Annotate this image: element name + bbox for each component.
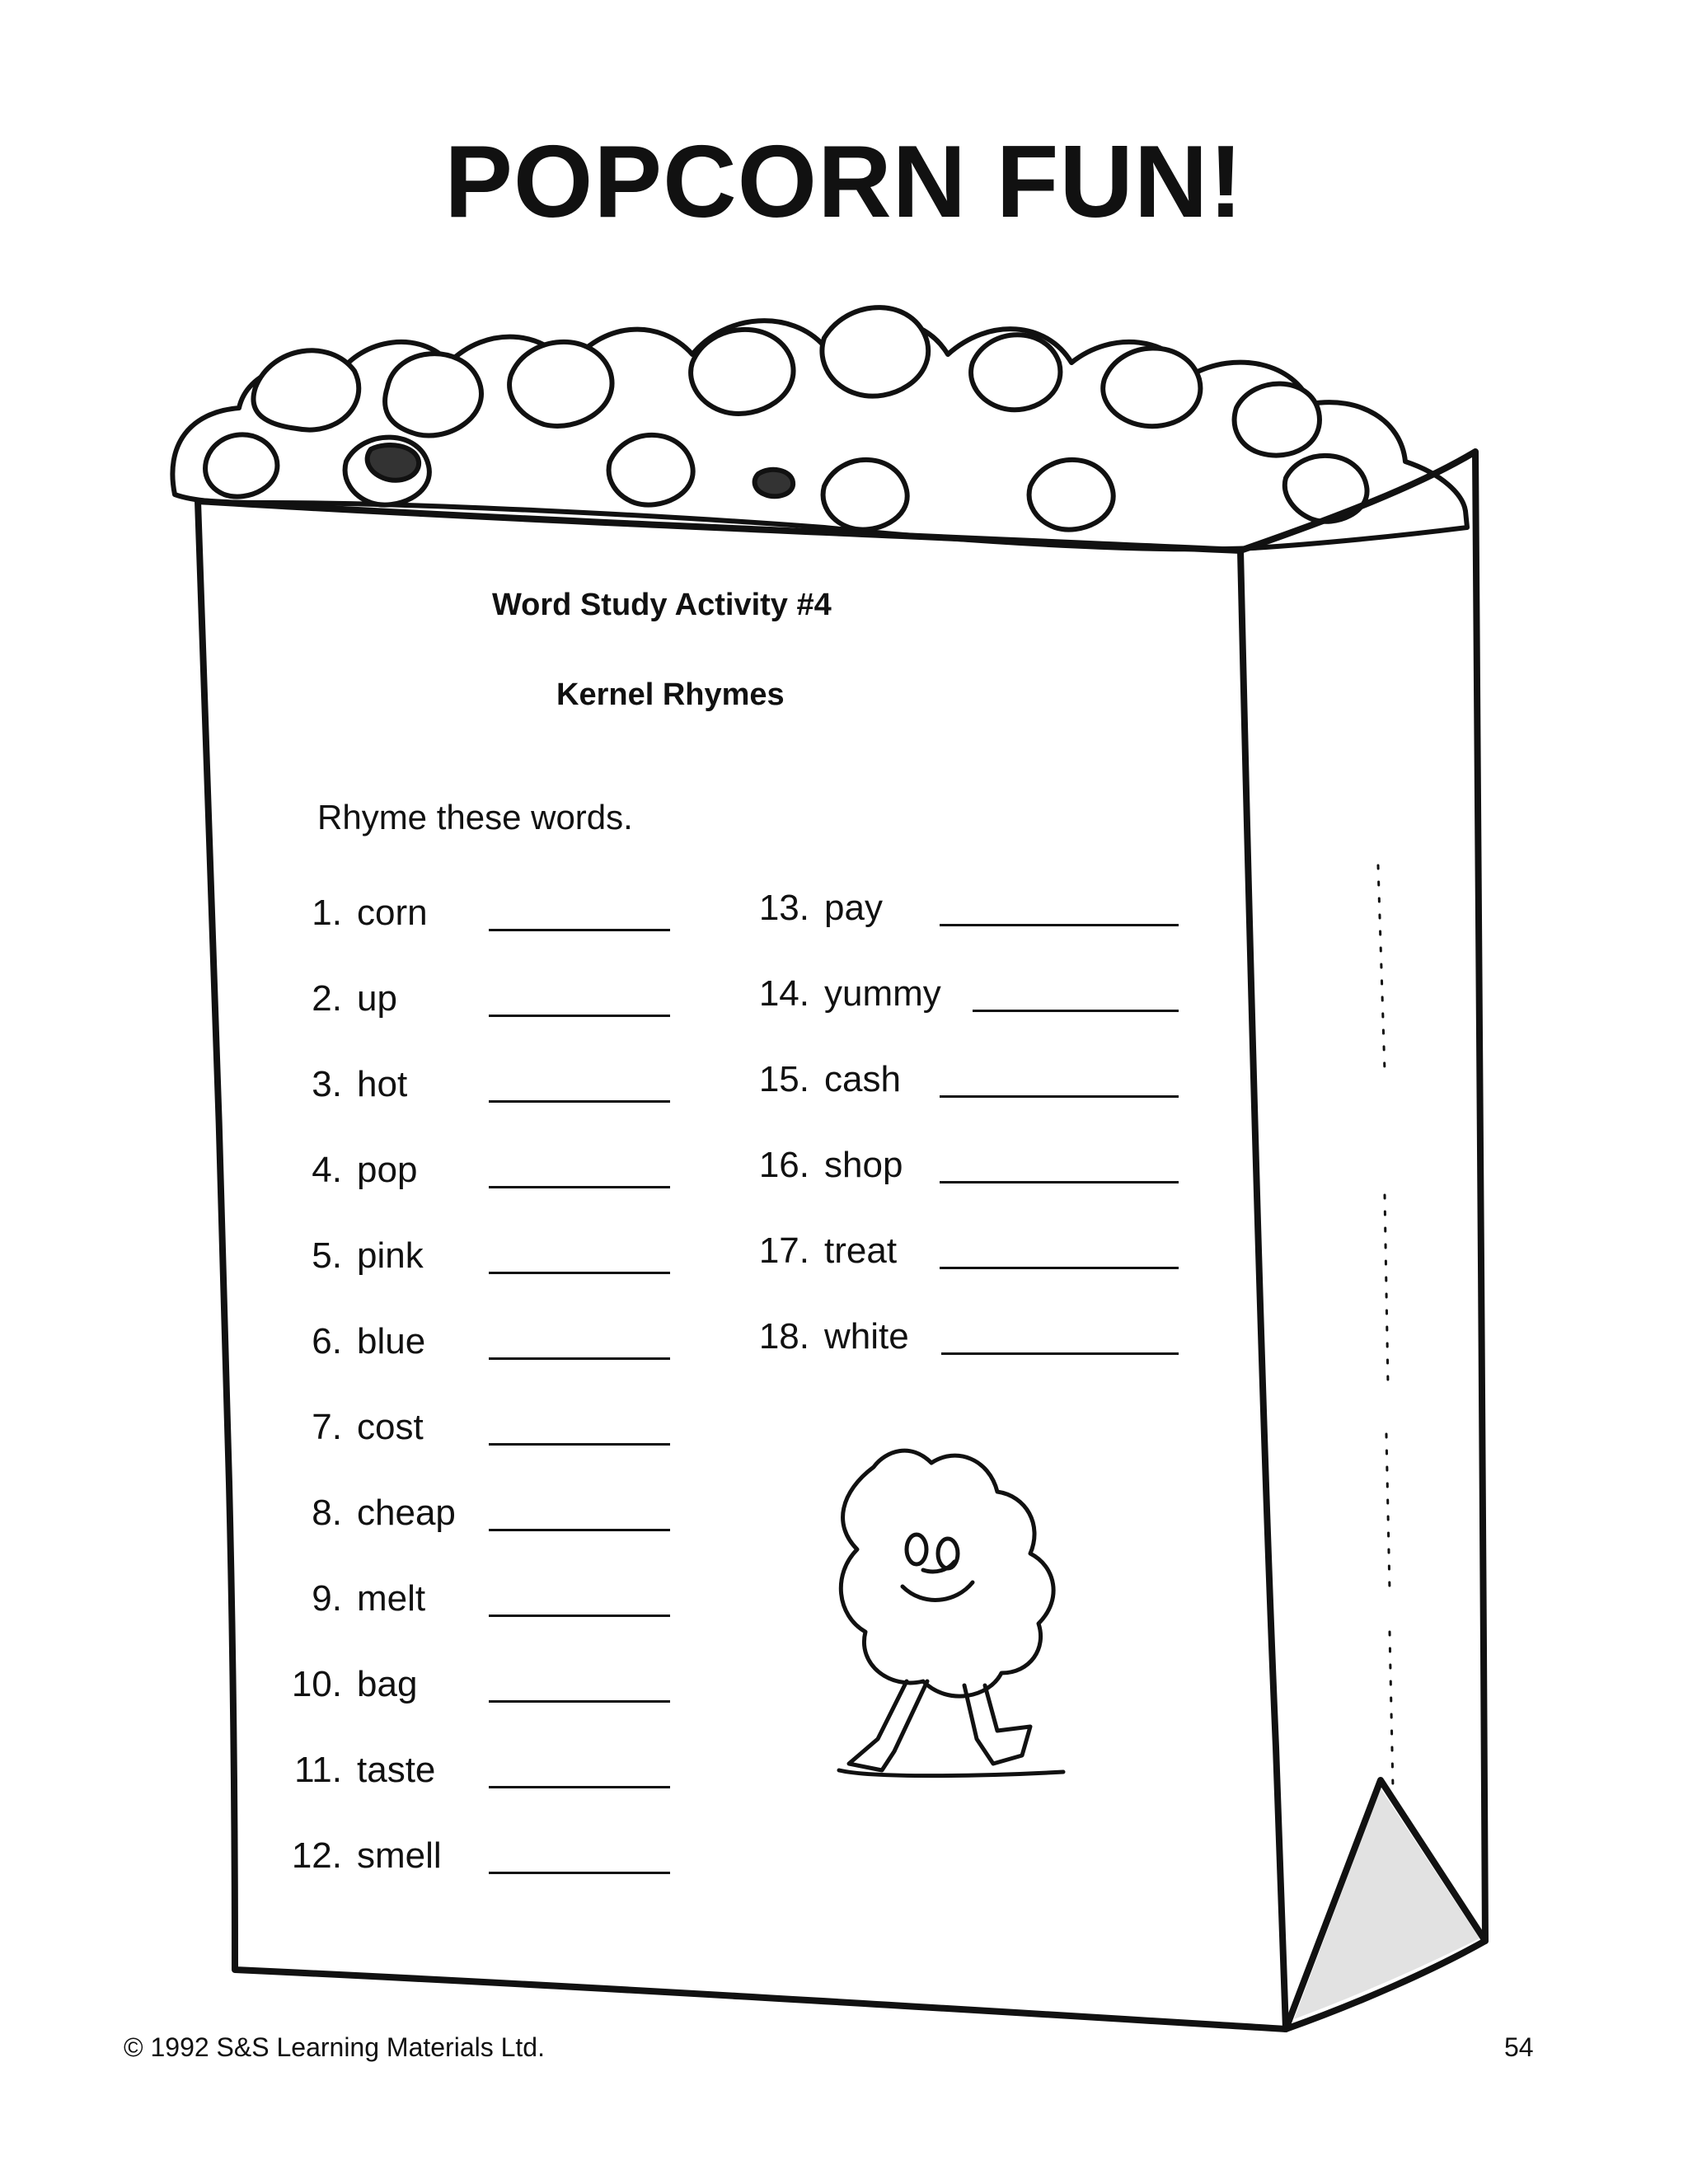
item-number: 8. xyxy=(312,1493,342,1533)
answer-field[interactable] xyxy=(489,929,670,931)
instructions: Rhyme these words. xyxy=(317,798,633,837)
page-title: POPCORN FUN! xyxy=(444,125,1244,239)
item-number: 2. xyxy=(312,978,342,1019)
item-word: shop xyxy=(824,1145,903,1185)
answer-field[interactable] xyxy=(489,1357,670,1360)
activity-subtitle: Kernel Rhymes xyxy=(556,677,785,712)
answer-field[interactable] xyxy=(941,1352,1179,1355)
answer-field[interactable] xyxy=(489,1186,670,1188)
item-word: hot xyxy=(357,1064,408,1104)
answer-field[interactable] xyxy=(940,924,1179,926)
item-word: cash xyxy=(824,1059,901,1099)
item-number: 11. xyxy=(294,1750,342,1790)
item-word: taste xyxy=(357,1750,436,1790)
answer-field[interactable] xyxy=(973,1010,1179,1012)
answer-field[interactable] xyxy=(489,1443,670,1446)
item-word: blue xyxy=(357,1321,426,1361)
item-word: pay xyxy=(824,888,883,928)
answer-field[interactable] xyxy=(489,1786,670,1788)
item-number: 3. xyxy=(312,1064,342,1104)
item-word: cost xyxy=(357,1407,424,1447)
item-number: 14. xyxy=(758,973,809,1014)
item-word: pink xyxy=(357,1235,424,1276)
answer-field[interactable] xyxy=(489,1615,670,1617)
item-number: 16. xyxy=(758,1145,809,1185)
item-word: corn xyxy=(357,893,428,933)
answer-field[interactable] xyxy=(489,1015,670,1017)
answer-field[interactable] xyxy=(489,1272,670,1274)
item-number: 6. xyxy=(312,1321,342,1361)
item-number: 5. xyxy=(312,1235,342,1276)
item-word: yummy xyxy=(824,973,941,1014)
item-word: melt xyxy=(357,1578,426,1619)
item-number: 9. xyxy=(312,1578,342,1619)
item-word: bag xyxy=(357,1664,418,1704)
answer-field[interactable] xyxy=(489,1872,670,1874)
item-word: smell xyxy=(357,1835,442,1876)
answer-field[interactable] xyxy=(489,1100,670,1103)
answer-field[interactable] xyxy=(940,1095,1179,1098)
answer-field[interactable] xyxy=(940,1267,1179,1269)
answer-field[interactable] xyxy=(489,1700,670,1703)
item-number: 17. xyxy=(758,1230,809,1271)
item-number: 1. xyxy=(312,893,342,933)
item-number: 4. xyxy=(312,1150,342,1190)
item-word: cheap xyxy=(357,1493,456,1533)
item-number: 15. xyxy=(758,1059,809,1099)
answer-field[interactable] xyxy=(489,1529,670,1531)
item-word: up xyxy=(357,978,397,1019)
page-number: 54 xyxy=(1504,2032,1534,2062)
item-number: 10. xyxy=(291,1664,342,1704)
item-number: 13. xyxy=(758,888,809,928)
item-number: 7. xyxy=(312,1407,342,1447)
item-word: white xyxy=(824,1316,909,1357)
activity-heading: Word Study Activity #4 xyxy=(492,588,832,622)
item-word: treat xyxy=(824,1230,898,1271)
item-number: 18. xyxy=(758,1316,809,1357)
item-number: 12. xyxy=(291,1835,342,1876)
answer-field[interactable] xyxy=(940,1181,1179,1183)
copyright-text: © 1992 S&S Learning Materials Ltd. xyxy=(124,2032,545,2062)
item-word: pop xyxy=(357,1150,418,1190)
popcorn-mascot-icon xyxy=(839,1451,1063,1775)
